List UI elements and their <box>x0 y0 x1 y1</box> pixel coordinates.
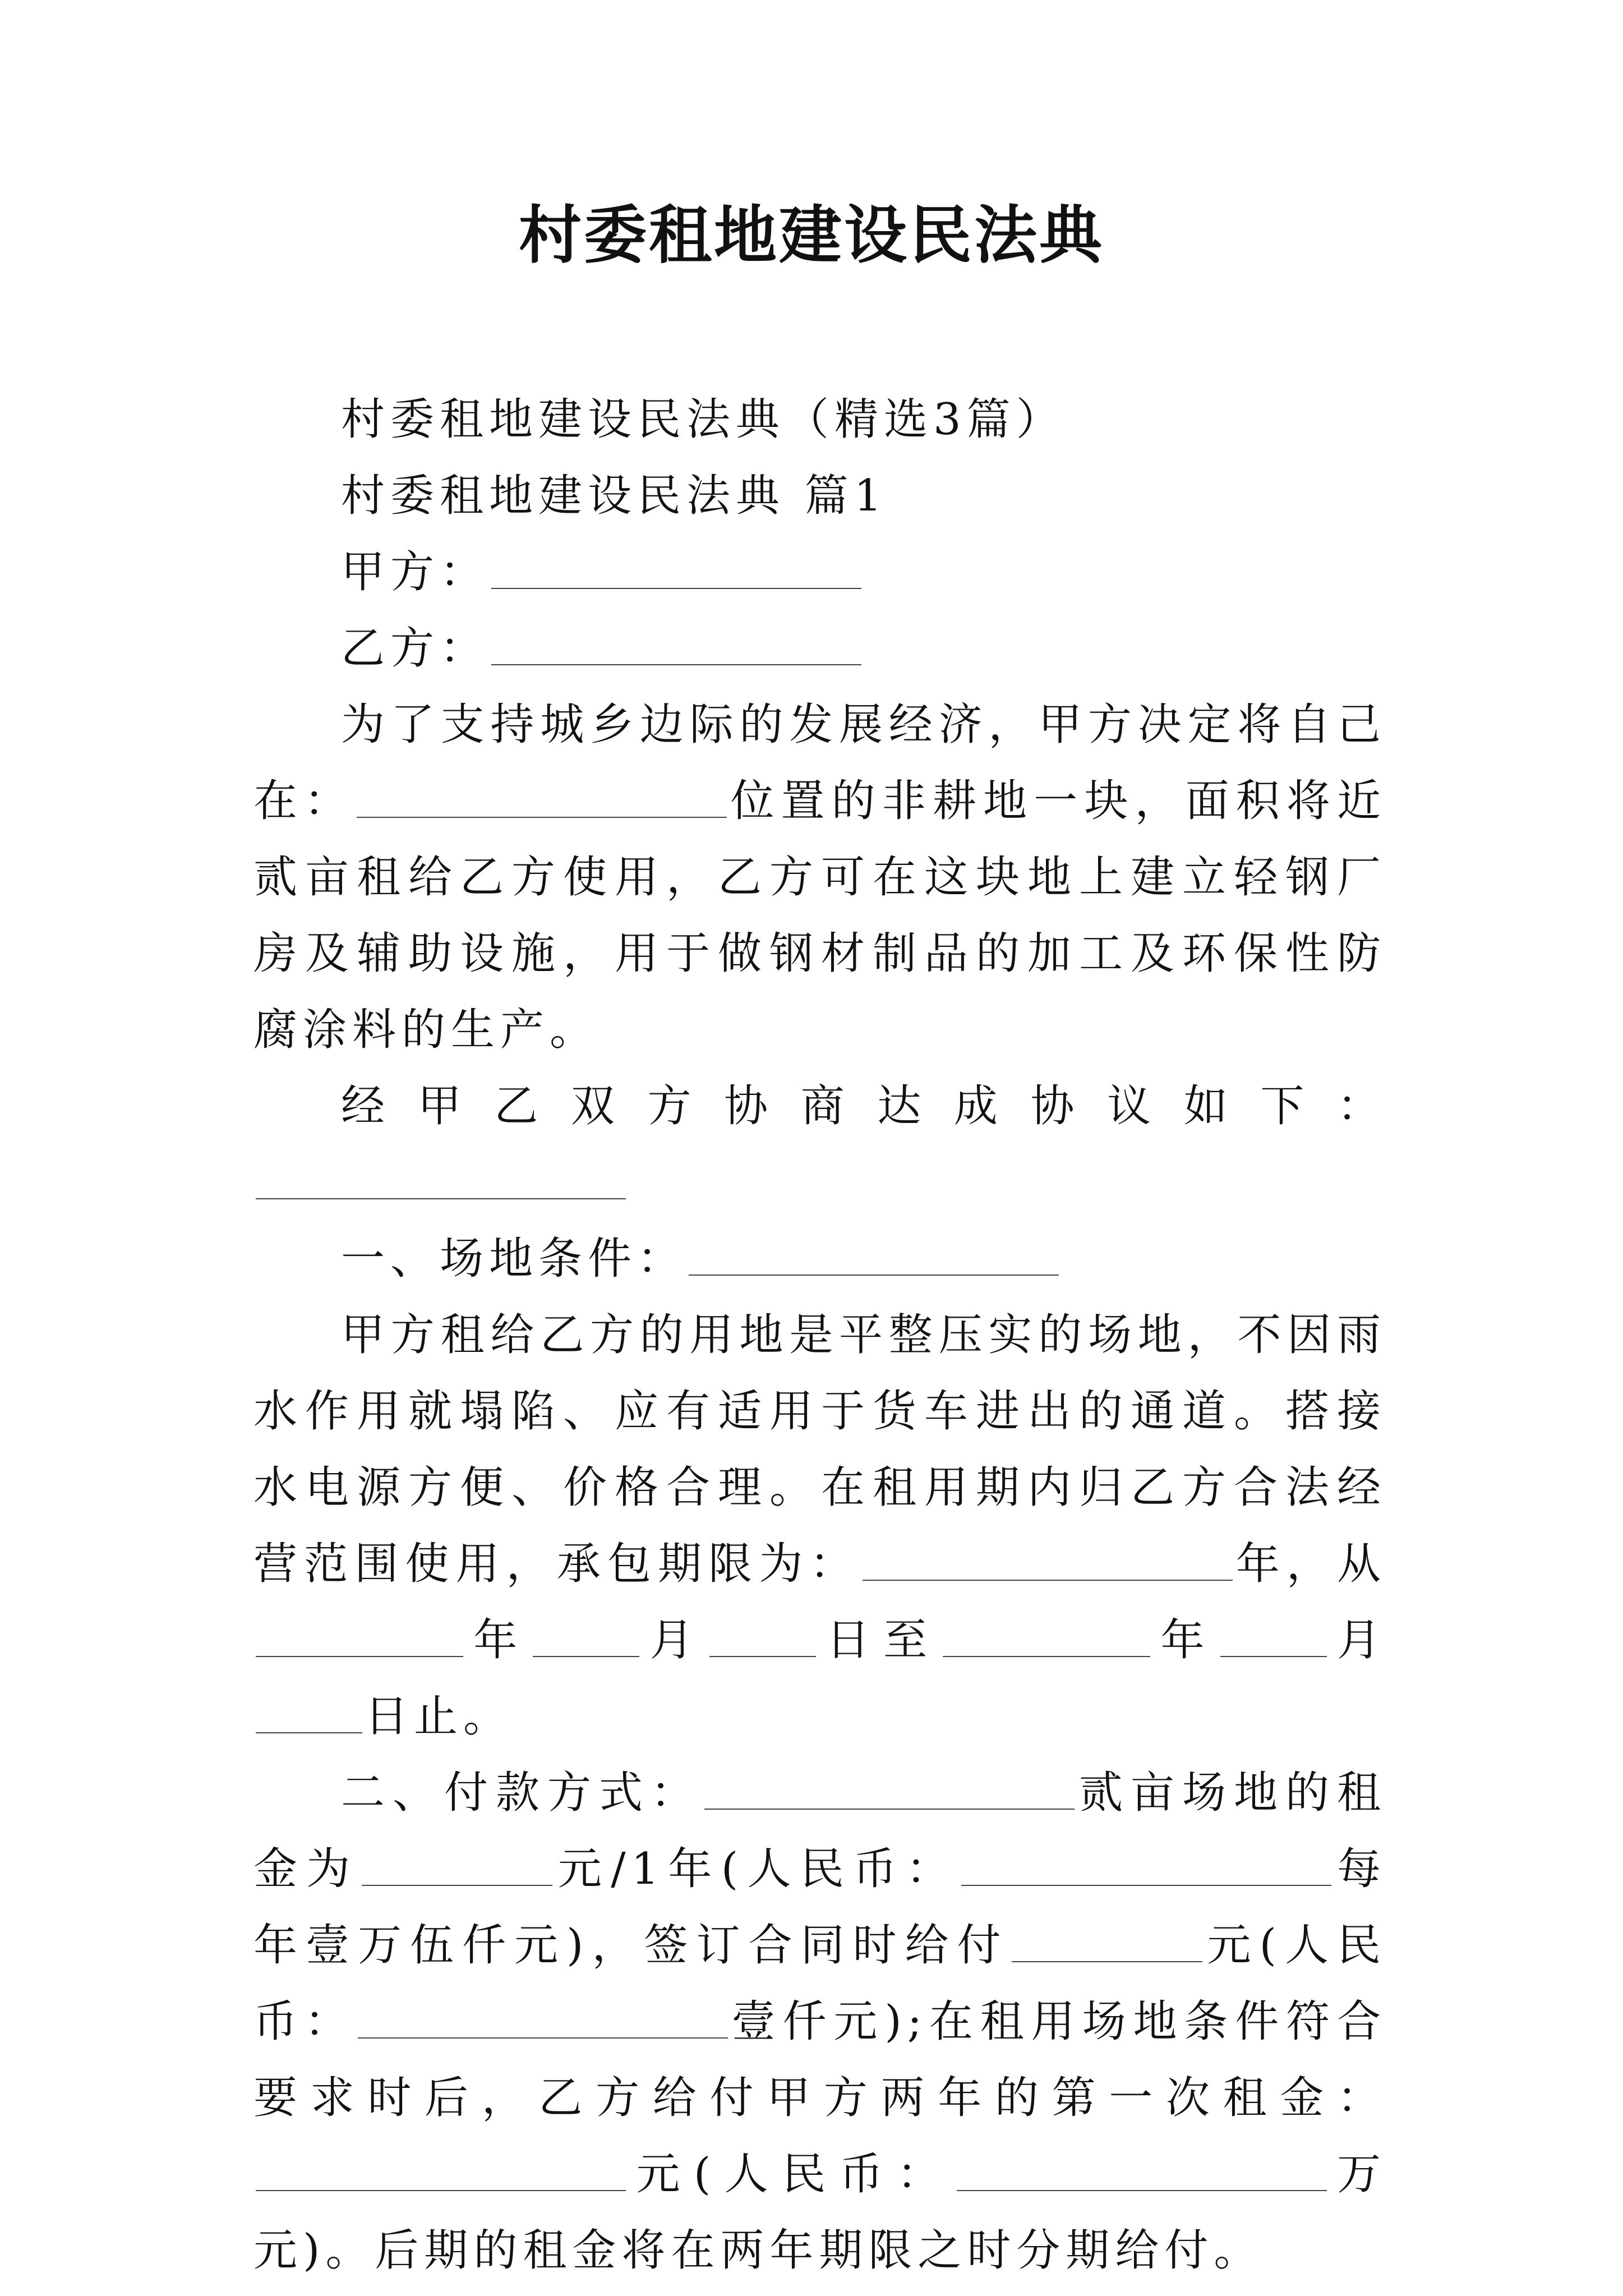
end-month-blank <box>1220 1617 1327 1657</box>
clause1-heading: 一、场地条件： <box>341 1234 687 1284</box>
clause1-blank <box>689 1235 1059 1276</box>
party-a-line <box>253 534 1386 610</box>
clause2-t5: 壹仟元);在租用场地条件符合要求时后，乙方给付甲方两年的第一次租金： <box>253 1996 1386 2123</box>
rent-rmb-blank <box>961 1846 1331 1886</box>
start-year-blank <box>256 1617 463 1657</box>
section-heading: 村委租地建设民法典 篇1 <box>341 471 888 521</box>
subtitle: 村委租地建设民法典（精选3篇） <box>341 394 1066 445</box>
end-year-blank <box>943 1617 1150 1657</box>
party-a-label: 甲方： <box>341 547 490 597</box>
location-blank <box>357 777 727 818</box>
clause2-heading: 二、付款方式： <box>341 1768 702 1818</box>
document-title: 村委租地建设民法典 <box>519 199 1104 272</box>
rent-amount-blank <box>362 1846 552 1886</box>
clause1-text: 甲方租给乙方的用地是平整压实的场地，不因雨水作用就塌陷、应有适用于货车进出的通道。搭接水电源方便、价格合理。在租用期内归乙方合法经营范围使用，承包期限为： <box>253 1310 1386 1589</box>
clause2-paragraph <box>253 1755 1386 2289</box>
start-day-blank <box>709 1617 816 1657</box>
first-rent-blank <box>256 2151 626 2191</box>
document-body <box>253 381 1386 2289</box>
clause2-t3: 每年壹万伍仟元)，签订合同时给付 <box>253 1844 1386 1971</box>
clause1-heading-line <box>253 1221 1386 1297</box>
end-year-label: 年 <box>1152 1615 1218 1665</box>
payment-method-blank <box>704 1769 1075 1810</box>
deposit-amount-blank <box>1012 1922 1202 1962</box>
end-month-label: 月 <box>1329 1615 1386 1665</box>
start-month-label: 月 <box>642 1615 707 1665</box>
clause2-t1: 贰亩场地的租金为 <box>253 1768 1386 1894</box>
term-years-blank <box>863 1540 1233 1581</box>
party-b-line <box>253 610 1386 687</box>
party-b-blank <box>491 625 861 665</box>
clause2-t6: 元(人民币： <box>628 2149 955 2200</box>
end-day-blank <box>256 1693 362 1733</box>
clause1-paragraph <box>253 1297 1386 1755</box>
start-year-label: 年 <box>465 1615 531 1665</box>
year-unit: 年，从 <box>1234 1539 1386 1589</box>
agreement-intro: 经甲乙双方协商达成协议如下： <box>341 1081 1386 1131</box>
intro-part2: 位置的非耕地一块，面积将近贰亩租给乙方使用，乙方可在这块地上建立轻钢厂房及辅助设施，用于做钢材制品的加工及环保性防腐涂料的生产。 <box>253 776 1386 1055</box>
deposit-rmb-blank <box>358 1998 728 2039</box>
clause2-t4: 元(人民币： <box>253 1920 1386 2047</box>
clause2-t7: 万元)。后期的租金将在两年期限之时分期给付。 <box>253 2149 1386 2276</box>
agreement-intro-line <box>253 1068 1386 1221</box>
agreement-blank <box>256 1159 626 1199</box>
day-to-label: 日至 <box>818 1615 941 1665</box>
clause2-t2: 元/1年(人民币： <box>554 1844 959 1894</box>
start-month-blank <box>533 1617 639 1657</box>
intro-part1: 为了支持城乡边际的发展经济，甲方决定将自己在： <box>253 700 1386 826</box>
first-rent-rmb-blank <box>957 2151 1327 2191</box>
day-end-label: 日止。 <box>365 1691 513 1742</box>
party-a-blank <box>491 549 861 589</box>
intro-paragraph <box>253 687 1386 1068</box>
party-b-label: 乙方： <box>341 623 490 674</box>
